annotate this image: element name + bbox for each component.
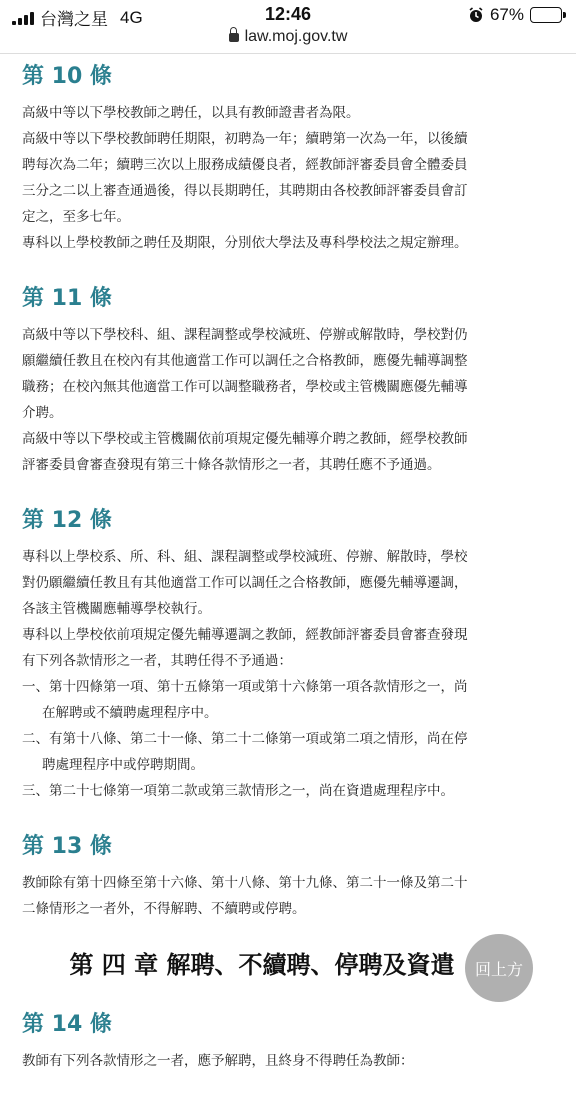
article-13 (22, 830, 472, 922)
lock-icon (229, 33, 239, 42)
article-title: 第 13 條 (22, 834, 112, 859)
network-type: 4G (120, 7, 143, 27)
article-paragraph: 專科以上學校系、所、科、組、課程調整或學校減班、停辦、解散時，學校對仍願繼續任教且有其他適當工作可以調任之合格教師，應優先輔導遷調，各該主管機關應輔導學校執行。 (22, 549, 468, 617)
article-paragraph: 高級中等以下學校教師聘任期限，初聘為一年；續聘第一次為一年，以後續聘每次為二年；續聘三次以上服務成績優良者，經教師評審委員會全體委員三分之二以上審查通過後，得以長期聘任，其聘期由各校教師評審委員會訂定之，至多七年。 (22, 131, 468, 225)
chapter-heading: 第 四 章 解聘、不續聘、停聘及資遣 (69, 951, 455, 979)
article-paragraph: 專科以上學校教師之聘任及期限，分別依大學法及專科學校法之規定辦理。 (22, 235, 468, 251)
status-bar (0, 0, 576, 30)
article-10 (22, 60, 472, 256)
article-title: 第 14 條 (22, 1012, 112, 1037)
article-14 (22, 1008, 472, 1074)
url-text: law.moj.gov.tw (244, 28, 348, 45)
article-title: 第 12 條 (22, 508, 112, 533)
alarm-icon (468, 7, 484, 23)
article-paragraph: 高級中等以下學校科、組、課程調整或學校減班、停辦或解散時，學校對仍願繼續任教且在校內有其他適當工作可以調任之合格教師，應優先輔導調整職務；在校內無其他適當工作可以調整職務者，學校或主管機關應優先輔導介聘。 (22, 327, 468, 421)
carrier-name: 台灣之星 (40, 10, 108, 29)
article-11 (22, 282, 472, 478)
back-to-top-button[interactable]: 回上方 (465, 934, 533, 1002)
article-paragraph: 教師有下列各款情形之一者，應予解聘，且終身不得聘任為教師： (22, 1053, 414, 1069)
list-item: 二、有第十八條、第二十一條、第二十二條第一項或第二項之情形，尚在停聘處理程序中或停聘期間。 (22, 731, 468, 773)
article-paragraph: 高級中等以下學校教師之聘任，以具有教師證書者為限。 (22, 105, 360, 121)
url-divider (0, 53, 576, 54)
url-bar[interactable] (0, 28, 576, 52)
article-paragraph: 專科以上學校依前項規定優先輔導遷調之教師，經教師評審委員會審查發現有下列各款情形之一者，其聘任得不予通過： (22, 627, 468, 669)
list-item: 三、第二十七條第一項第二款或第三款情形之一，尚在資遣處理程序中。 (22, 783, 454, 799)
battery-icon (530, 7, 562, 23)
status-right (468, 5, 562, 25)
battery-percent: 67% (489, 5, 524, 24)
article-paragraph: 教師除有第十四條至第十六條、第十八條、第十九條、第二十一條及第二十二條情形之一者外，不得解聘、不續聘或停聘。 (22, 875, 468, 917)
list-item: 一、第十四條第一項、第十五條第一項或第十六條第一項各款情形之一，尚在解聘或不續聘處理程序中。 (22, 679, 468, 721)
article-title: 第 11 條 (22, 286, 112, 311)
law-content (22, 60, 472, 1100)
clock: 12:46 (264, 4, 312, 24)
article-paragraph: 高級中等以下學校或主管機關依前項規定優先輔導介聘之教師，經學校教師評審委員會審查發現有第三十條各款情形之一者，其聘任應不予通過。 (22, 431, 468, 473)
article-12 (22, 504, 472, 804)
article-title: 第 10 條 (22, 64, 112, 89)
